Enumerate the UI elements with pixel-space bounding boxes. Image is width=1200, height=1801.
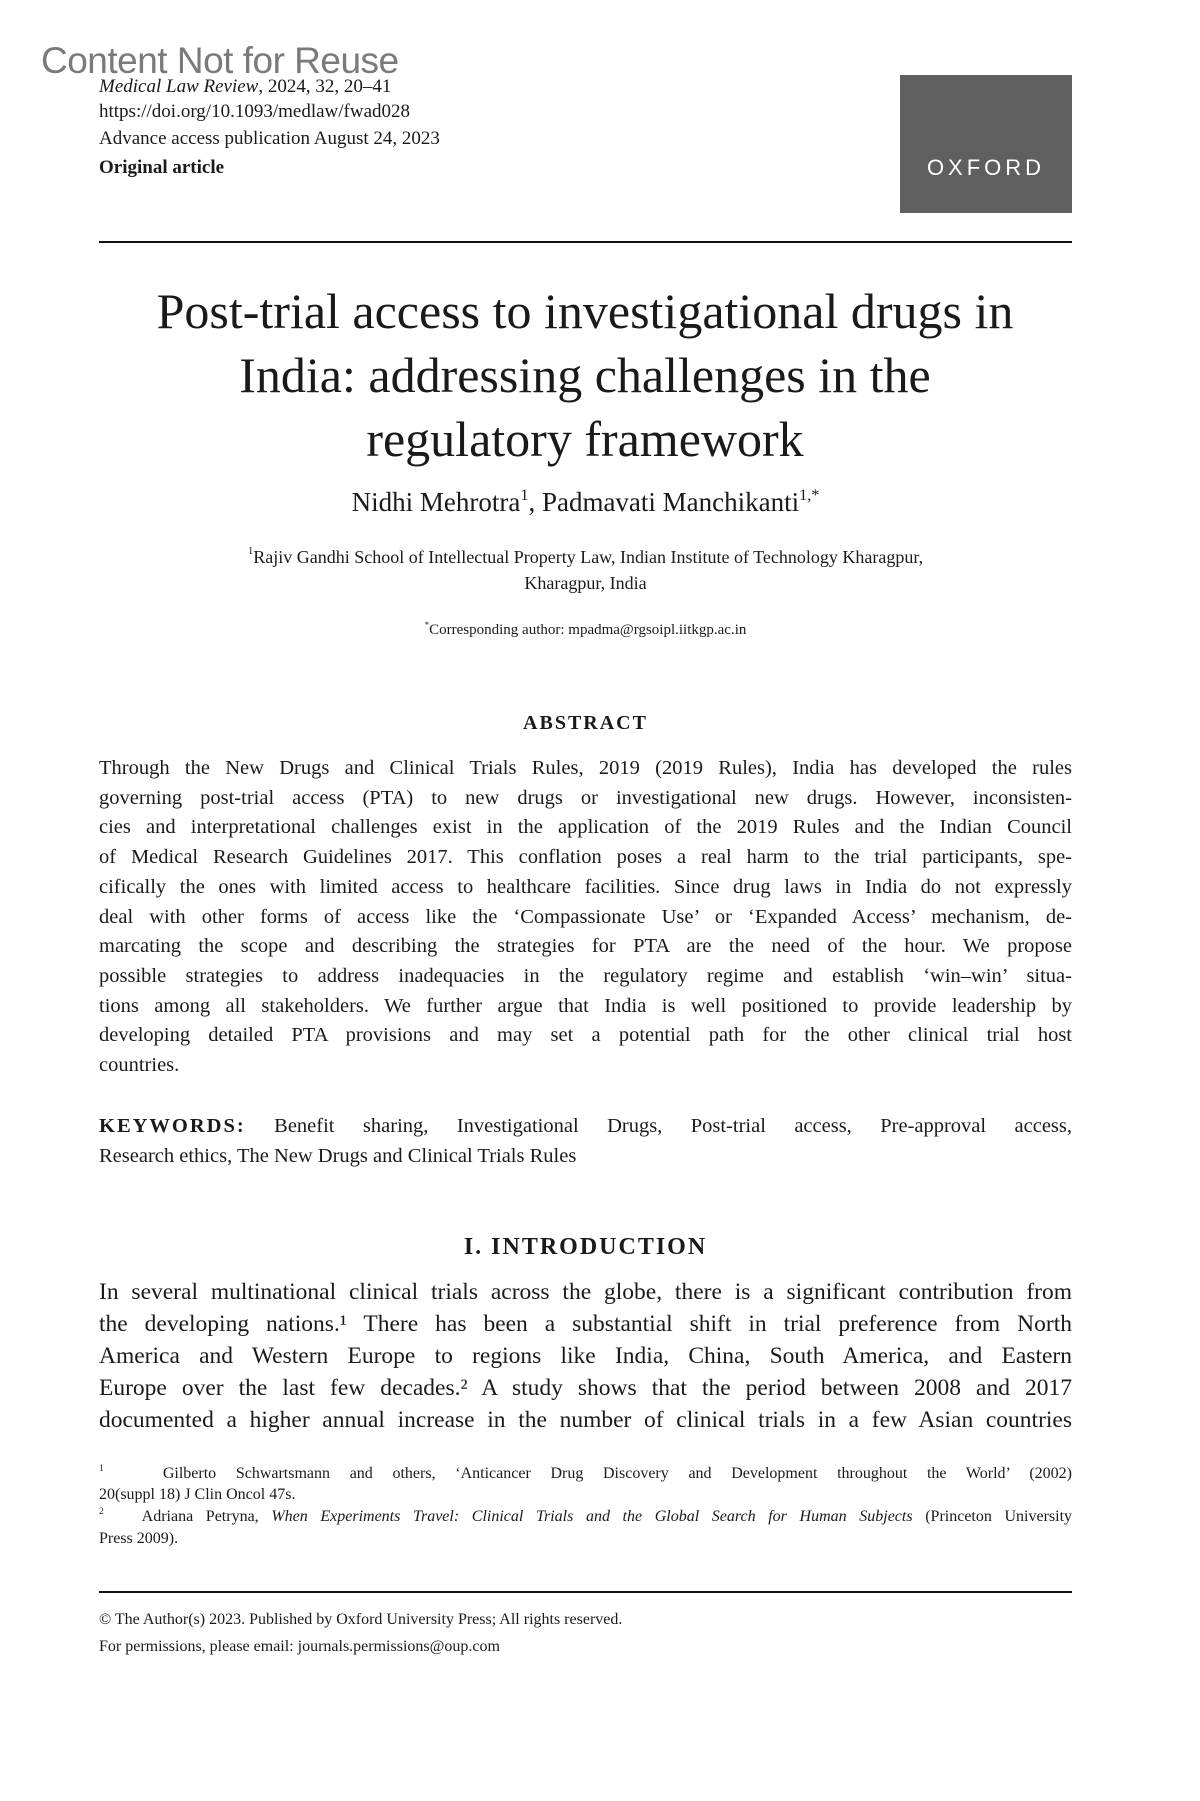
- affiliation-text: Rajiv Gandhi School of Intellectual Property Law, Indian Institute of Technology Kharagpur,: [253, 547, 924, 567]
- abstract-heading: ABSTRACT: [523, 712, 648, 734]
- keywords-line-2: Research ethics, The New Drugs and Clinical Trials Rules: [99, 1145, 577, 1167]
- abstract-line: governing post-trial access (PTA) to new drugs or investigational new drugs. However, inconsisten-: [99, 786, 1072, 809]
- footnote-number: 2: [99, 1506, 104, 1517]
- abstract-line: deal with other forms of access like the ‘Compassionate Use’ or ‘Expanded Access’ mechanism, de-: [99, 905, 1072, 928]
- title-line-3: regulatory framework: [366, 411, 804, 467]
- footnote-2-line-2: Press 2009).: [99, 1530, 179, 1547]
- footnote-text: (Princeton University: [912, 1508, 1073, 1525]
- footnote-1-line-2: 20(suppl 18) J Clin Oncol 47s.: [99, 1486, 296, 1503]
- author-separator: ,: [528, 487, 542, 517]
- author-affiliation-mark: 1: [520, 486, 529, 504]
- advance-access-date: Advance access publication August 24, 2023: [99, 128, 440, 149]
- corresponding-text: Corresponding author: mpadma@rgsoipl.iitkgp.ac.in: [429, 622, 747, 638]
- header-divider: [99, 241, 1072, 243]
- footnote-2-line-1: [99, 1506, 1073, 1525]
- authors: [99, 486, 1072, 517]
- footnote-text: Adriana Petryna,: [141, 1508, 272, 1525]
- footnote-number: 1: [99, 1463, 104, 1474]
- citation-details: , 2024, 32, 20–41: [258, 76, 392, 97]
- keywords-line-1: [99, 1116, 1072, 1137]
- affiliation-line-2: Kharagpur, India: [524, 573, 647, 593]
- footer-divider: [99, 1591, 1072, 1593]
- introduction-line: the developing nations.¹ There has been a substantial shift in trial preference from North: [99, 1311, 1072, 1337]
- footnote-book-title: When Experiments Travel: Clinical Trials and the Global Search for Human Subjects: [271, 1508, 913, 1525]
- author-name[interactable]: Padmavati Manchikanti: [541, 487, 800, 517]
- abstract-line: Through the New Drugs and Clinical Trials Rules, 2019 (2019 Rules), India has developed the rules: [99, 757, 1072, 779]
- abstract-line: countries.: [99, 1054, 180, 1076]
- author-affiliation-mark: 1,*: [799, 486, 820, 504]
- introduction-line: In several multinational clinical trials across the globe, there is a significant contribution from: [99, 1279, 1072, 1305]
- title-line-1: Post-trial access to investigational drugs in: [156, 283, 1014, 339]
- introduction-line: documented a higher annual increase in the number of clinical trials in a few Asian countries: [99, 1407, 1072, 1433]
- article-type: Original article: [99, 157, 225, 178]
- footnote-text: Gilberto Schwartsmann and others, ‘Anticancer Drug Discovery and Development throughout the World’ (2002): [162, 1465, 1072, 1482]
- abstract-line: possible strategies to address inadequacies in the regulatory regime and establish ‘win–win’ situa-: [99, 964, 1072, 987]
- abstract-line: tions among all stakeholders. We further argue that India is well positioned to provide leadership by: [99, 994, 1072, 1017]
- introduction-heading: I. INTRODUCTION: [463, 1234, 708, 1260]
- corresponding-mark: *: [424, 620, 430, 630]
- title-line-2: India: addressing challenges in the: [239, 347, 931, 403]
- introduction-line: America and Western Europe to regions like India, China, South America, and Eastern: [99, 1343, 1072, 1369]
- keywords-label: KEYWORDS:: [99, 1115, 246, 1137]
- oxford-logo: [900, 75, 1072, 213]
- affiliation-line-1: [99, 545, 1072, 567]
- abstract-line: marcating the scope and describing the strategies for PTA are the need of the hour. We propose: [99, 935, 1072, 958]
- watermark: Content Not for Reuse: [41, 40, 399, 81]
- affiliation-mark: 1: [247, 545, 254, 557]
- permissions-notice: For permissions, please email: journals.permissions@oup.com: [99, 1638, 500, 1655]
- oxford-logo-text: OXFORD: [926, 155, 1046, 180]
- author-name[interactable]: Nidhi Mehrotra: [351, 487, 521, 517]
- corresponding-author: [99, 620, 1072, 638]
- copyright-notice: © The Author(s) 2023. Published by Oxford University Press; All rights reserved.: [99, 1611, 623, 1628]
- doi-link[interactable]: https://doi.org/10.1093/medlaw/fwad028: [99, 101, 411, 122]
- introduction-line: Europe over the last few decades.² A study shows that the period between 2008 and 2017: [99, 1375, 1072, 1401]
- abstract-line: developing detailed PTA provisions and may set a potential path for the other clinical trial host: [99, 1024, 1072, 1047]
- keywords-text: Benefit sharing, Investigational Drugs, Post-trial access, Pre-approval access,: [274, 1115, 1073, 1137]
- footnote-1-line-1: [99, 1463, 1072, 1482]
- journal-name: Medical Law Review: [99, 76, 259, 97]
- abstract-line: of Medical Research Guidelines 2017. This conflation poses a real harm to the trial participants, spe-: [99, 846, 1072, 869]
- abstract-line: cies and interpretational challenges exist in the application of the 2019 Rules and the Indian Council: [99, 816, 1072, 839]
- abstract-line: cifically the ones with limited access to healthcare facilities. Since drug laws in India do not expressly: [99, 875, 1072, 898]
